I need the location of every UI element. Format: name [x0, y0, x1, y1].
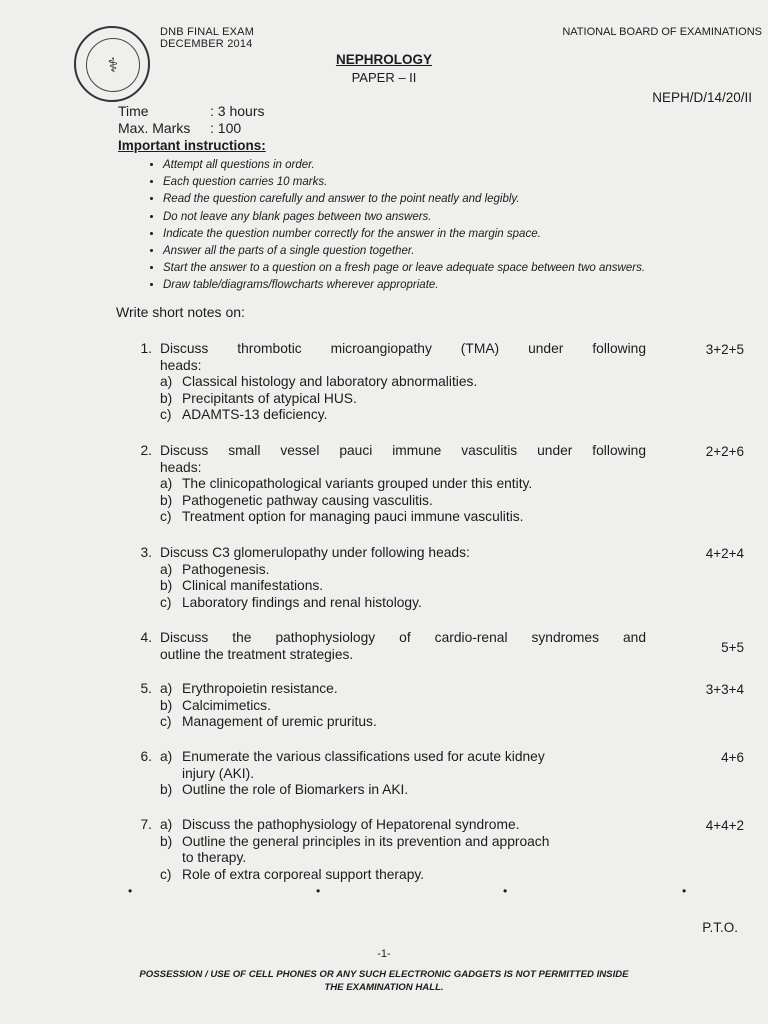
- scan-mark: •: [128, 884, 133, 898]
- question-text-cont: outline the treatment strategies.: [160, 646, 354, 662]
- subquestion: c) Laboratory findings and renal histology.: [160, 594, 422, 610]
- max-marks-row: [118, 120, 241, 136]
- question-marks: 4+2+4: [705, 546, 744, 561]
- subquestion: c) Management of uremic pruritus.: [160, 714, 377, 729]
- question-3: [126, 545, 646, 611]
- question-number: 1.: [140, 341, 152, 356]
- subquestion: a) Classical histology and laboratory abnormalities.: [160, 374, 478, 389]
- paper-code: NEPH/D/14/20/II: [652, 90, 752, 105]
- question-marks: 4+4+2: [705, 818, 744, 833]
- question-number: 3.: [140, 545, 152, 560]
- time-row: [118, 103, 264, 119]
- max-marks-label: Max. Marks: [118, 120, 191, 136]
- subquestion: a) The clinicopathological variants grouped under this entity.: [160, 476, 533, 491]
- question-marks: 4+6: [721, 750, 744, 765]
- instruction-item: • Each question carries 10 marks.: [163, 174, 763, 191]
- board-name: NATIONAL BOARD OF EXAMINATIONS: [562, 26, 762, 38]
- question-text-cont: heads:: [160, 357, 202, 373]
- instructions-heading: Important instructions:: [118, 138, 266, 153]
- caduceus-icon: ⚕: [86, 38, 140, 92]
- question-marks: 3+3+4: [705, 682, 744, 697]
- subject-title: NEPHROLOGY: [335, 52, 432, 67]
- instruction-item: • Indicate the question number correctly for the answer in the margin space.: [163, 226, 763, 243]
- question-number: 7.: [140, 817, 152, 832]
- question-number: 4.: [140, 630, 152, 645]
- instructions-list: [145, 157, 763, 295]
- subquestion: a) Enumerate the various classifications used for acute kidney: [160, 749, 545, 764]
- scan-mark: •: [316, 884, 321, 898]
- subquestion: c) Treatment option for managing pauci immune vasculitis.: [160, 509, 524, 524]
- subquestion: b) Calcimimetics.: [160, 697, 271, 713]
- subquestion: b) Outline the role of Biomarkers in AKI.: [160, 782, 409, 797]
- question-marks: 5+5: [721, 640, 744, 655]
- scan-mark: •: [682, 884, 687, 898]
- time-value: : 3 hours: [210, 103, 265, 119]
- section-lead: Write short notes on:: [116, 304, 245, 320]
- question-marks: 3+2+5: [705, 342, 744, 357]
- instruction-item: • Do not leave any blank pages between two answers.: [163, 209, 763, 226]
- footer-notice: POSSESSION / USE OF CELL PHONES OR ANY SUCH ELECTRONIC GADGETS IS NOT PERMITTED INSIDE THE EXAMINATION HALL.: [139, 969, 629, 993]
- question-2: [126, 443, 646, 526]
- question-number: 6.: [140, 749, 152, 764]
- question-6: [126, 749, 646, 799]
- instruction-item: • Draw table/diagrams/flowcharts wherever appropriate.: [163, 277, 763, 294]
- subquestion: b) Pathogenetic pathway causing vasculitis.: [160, 492, 433, 508]
- question-marks: 2+2+6: [705, 444, 744, 459]
- page-number: -1-: [377, 948, 391, 960]
- subquestion: b) Precipitants of atypical HUS.: [160, 390, 357, 406]
- subquestion: c) ADAMTS-13 deficiency.: [160, 407, 328, 422]
- instruction-item: • Read the question carefully and answer to the point neatly and legibly.: [163, 191, 763, 208]
- subquestion-cont: injury (AKI).: [182, 765, 255, 781]
- subquestion-cont: to therapy.: [182, 850, 247, 865]
- question-text: Discuss thrombotic microangiopathy (TMA) under following: [160, 341, 646, 356]
- exam-date: DECEMBER 2014: [160, 38, 253, 50]
- question-text: Discuss C3 glomerulopathy under following heads:: [160, 545, 470, 560]
- exam-name: DNB FINAL EXAM: [160, 26, 255, 38]
- question-7: [126, 817, 646, 883]
- instruction-item: • Start the answer to a question on a fresh page or leave adequate space between two answers.: [163, 260, 763, 277]
- subquestion: b) Clinical manifestations.: [160, 578, 324, 593]
- question-5: [126, 681, 646, 731]
- time-label: Time: [118, 103, 149, 119]
- subquestion: a) Erythropoietin resistance.: [160, 681, 338, 696]
- paper-title: PAPER – II: [351, 70, 417, 85]
- question-text: Discuss the pathophysiology of cardio-renal syndromes and: [160, 630, 646, 645]
- instruction-item: • Answer all the parts of a single question together.: [163, 243, 763, 260]
- subquestion: b) Outline the general principles in its prevention and approach: [160, 833, 550, 849]
- question-number: 5.: [140, 681, 152, 696]
- question-1: [126, 341, 646, 424]
- subquestion: a) Discuss the pathophysiology of Hepatorenal syndrome.: [160, 817, 520, 832]
- instruction-item: • Attempt all questions in order.: [163, 157, 763, 174]
- question-text: Discuss small vessel pauci immune vasculitis under following: [160, 443, 646, 458]
- question-number: 2.: [140, 443, 152, 458]
- please-turn-over: P.T.O.: [702, 920, 738, 935]
- question-4: [126, 630, 646, 663]
- question-text-cont: heads:: [160, 459, 202, 475]
- subquestion: c) Role of extra corporeal support therapy.: [160, 866, 425, 882]
- subquestion: a) Pathogenesis.: [160, 561, 270, 577]
- scan-mark: •: [503, 884, 508, 898]
- max-marks-value: : 100: [210, 120, 242, 136]
